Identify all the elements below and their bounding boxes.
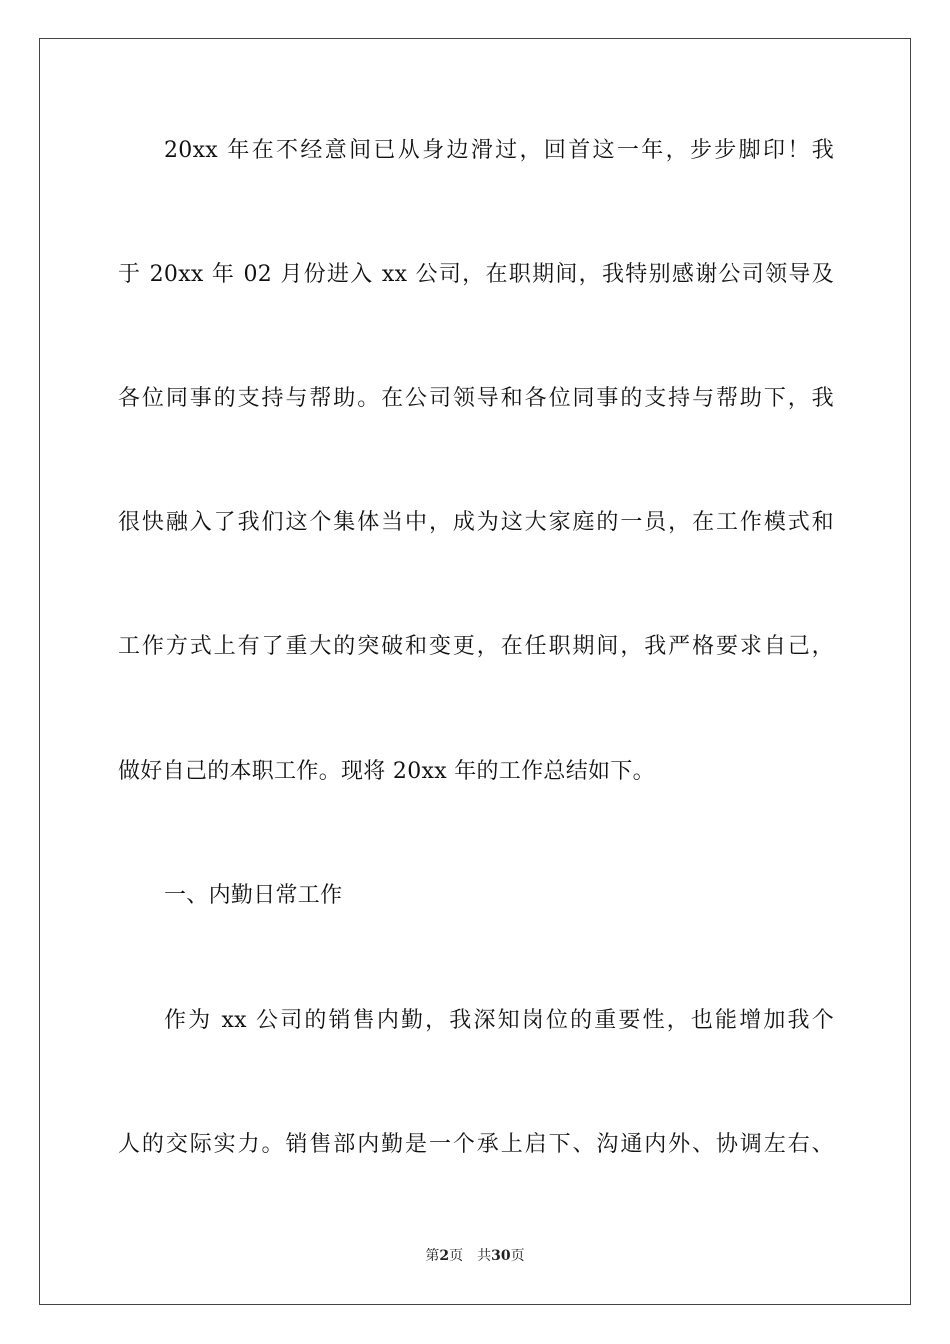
- paragraph-1-line-1: 20xx 年在不经意间已从身边滑过，回首这一年，步步脚印！我: [164, 138, 834, 163]
- paragraph-1-line-6: 做好自己的本职工作。现将 20xx 年的工作总结如下。: [118, 759, 655, 784]
- section-heading: 一、内勤日常工作: [164, 883, 343, 908]
- paragraph-1-line-4: 很快融入了我们这个集体当中，成为这大家庭的一员，在工作模式和: [118, 510, 834, 535]
- paragraph-1-line-2: 于 20xx 年 02 月份进入 xx 公司，在职期间，我特别感谢公司领导及: [118, 262, 834, 287]
- page-number: 2: [439, 1248, 450, 1264]
- total-prefix: 共: [477, 1248, 492, 1264]
- page-footer: [0, 1246, 950, 1266]
- total-pages: 30: [491, 1248, 511, 1264]
- paragraph-2-line-2: 人的交际实力。销售部内勤是一个承上启下、沟通内外、协调左右、: [118, 1132, 834, 1157]
- paragraph-2-line-1: 作为 xx 公司的销售内勤，我深知岗位的重要性，也能增加我个: [164, 1008, 834, 1033]
- page-suffix: 页: [449, 1248, 464, 1264]
- paragraph-1-line-5: 工作方式上有了重大的突破和变更，在任职期间，我严格要求自己，: [118, 634, 834, 659]
- page-border: [39, 38, 911, 1305]
- total-suffix: 页: [510, 1248, 525, 1264]
- page-prefix: 第: [425, 1248, 440, 1264]
- paragraph-1-line-3: 各位同事的支持与帮助。在公司领导和各位同事的支持与帮助下，我: [118, 386, 834, 411]
